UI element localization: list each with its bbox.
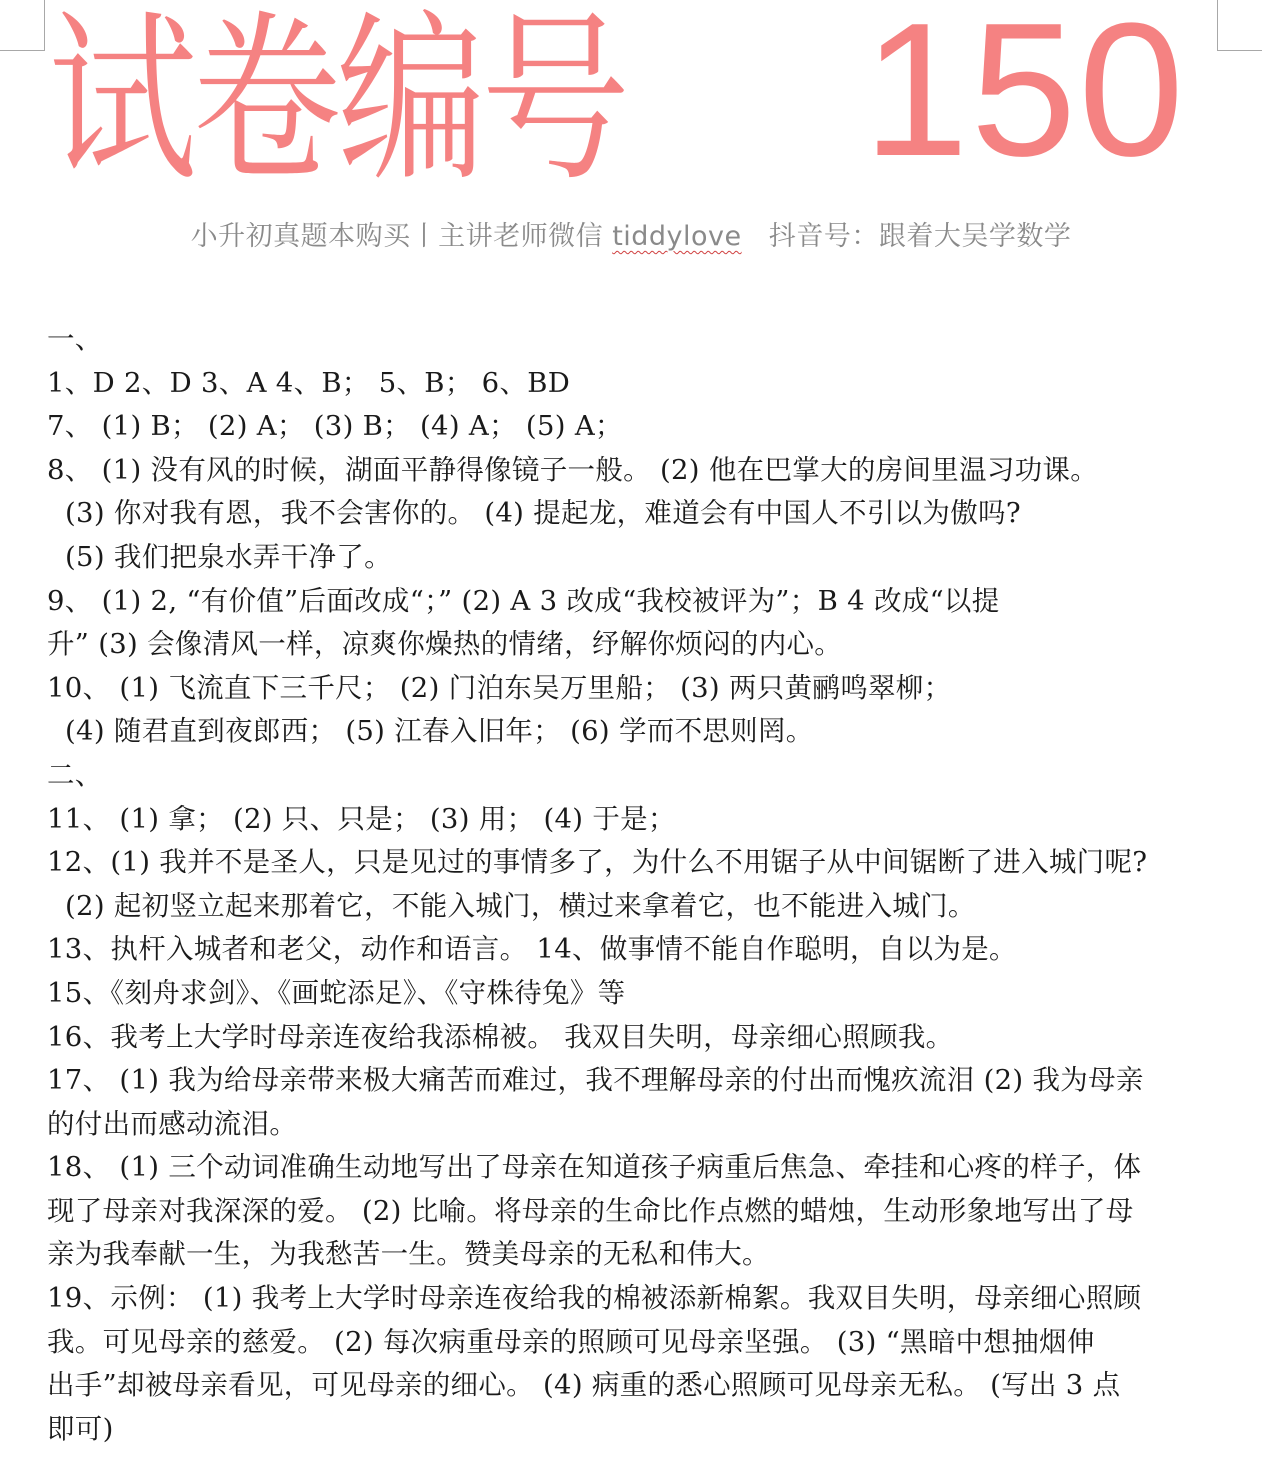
answer-line-q19-cont-1: 我。可见母亲的慈爱。 (2) 每次病重母亲的照顾可见母亲坚强。 (3) “黑暗中想抽烟伸	[47, 1325, 1095, 1358]
answer-line-q9-cont: 升” (3) 会像清风一样，凉爽你燥热的情绪，纾解你烦闷的内心。	[47, 628, 843, 661]
answer-line-q15: 15、《刻舟求剑》、《画蛇添足》、《守株待兔》等	[47, 976, 626, 1009]
answer-line-q13-14: 13、执杆入城者和老父，动作和语言。 14、做事情不能自作聪明，自以为是。	[47, 933, 1017, 966]
title-text: 试卷编号	[48, 0, 626, 206]
answer-line-q19: 19、示例： (1) 我考上大学时母亲连夜给我的棉被添新棉絮。我双目失明，母亲细心照顾	[47, 1282, 1142, 1315]
answer-line-q16: 16、我考上大学时母亲连夜给我添棉被。 我双目失明，母亲细心照顾我。	[47, 1020, 954, 1053]
page-corner-mark-right	[1217, 0, 1262, 51]
title-number: 150	[863, 0, 1187, 196]
answer-line-q10: 10、 (1) 飞流直下三千尺； (2) 门泊东吴万里船； (3) 两只黄鹂鸣翠柳；	[47, 671, 952, 704]
section-heading-2: 二、	[47, 758, 103, 791]
answer-line-q17-cont: 的付出而感动流泪。	[47, 1107, 298, 1140]
answer-line-q12-cont: (2) 起初竖立起来那着它，不能入城门，横过来拿着它，也不能进入城门。	[65, 889, 976, 922]
page-title	[48, 0, 1218, 206]
answer-key	[47, 318, 1212, 1451]
answer-line-q19-cont-3: 即可)	[47, 1412, 114, 1445]
answer-line-q12: 12、(1) 我并不是圣人，只是见过的事情多了，为什么不用锯子从中间锯断了进入城门呢?	[47, 846, 1148, 879]
answer-line-q10-cont: (4) 随君直到夜郎西； (5) 江春入旧年； (6) 学而不思则罔。	[65, 715, 814, 748]
section-heading-1: 一、	[47, 323, 103, 355]
subtitle-purchase-text: 小升初真题本购买丨主讲老师微信	[190, 221, 613, 252]
answer-line-q18: 18、 (1) 三个动词准确生动地写出了母亲在知道孩子病重后焦急、牵挂和心疼的样子，体	[47, 1151, 1142, 1184]
answer-line-q19-cont-2: 出手”却被母亲看见，可见母亲的细心。 (4) 病重的悉心照顾可见母亲无私。 (写出 3 点	[47, 1369, 1121, 1402]
answer-line-q1-6: 1、D 2、D 3、A 4、B； 5、B； 6、BD	[47, 366, 571, 399]
subtitle-douyin-text: 抖音号：跟着大吴学数学	[741, 221, 1072, 252]
subtitle-wechat-id: tiddylove	[612, 221, 742, 252]
page-corner-mark-left	[0, 0, 45, 51]
answer-line-q11: 11、 (1) 拿； (2) 只、只是； (3) 用； (4) 于是；	[47, 802, 676, 835]
answer-line-q8-cont-1: (3) 你对我有恩，我不会害你的。 (4) 提起龙，难道会有中国人不引以为傲吗?	[65, 497, 1021, 530]
subtitle	[0, 214, 1262, 253]
answer-line-q8-cont-2: (5) 我们把泉水弄干净了。	[65, 540, 392, 573]
answer-line-q8: 8、 (1) 没有风的时候，湖面平静得像镜子一般。 (2) 他在巴掌大的房间里温习功课。	[47, 453, 1099, 486]
answer-line-q9: 9、 (1) 2, “有价值”后面改成“；” (2) A 3 改成“我校被评为”；B 4 改成“以提	[47, 584, 1000, 617]
answer-line-q18-cont-1: 现了母亲对我深深的爱。 (2) 比喻。将母亲的生命比作点燃的蜡烛，生动形象地写出了母	[47, 1194, 1134, 1227]
answer-line-q7: 7、 (1) B； (2) A； (3) B； (4) A； (5) A；	[47, 410, 623, 443]
answer-line-q18-cont-2: 亲为我奉献一生，为我愁苦一生。赞美母亲的无私和伟大。	[47, 1238, 770, 1271]
answer-line-q17: 17、 (1) 我为给母亲带来极大痛苦而难过，我不理解母亲的付出而愧疚流泪 (2) 我为母亲	[47, 1064, 1144, 1097]
